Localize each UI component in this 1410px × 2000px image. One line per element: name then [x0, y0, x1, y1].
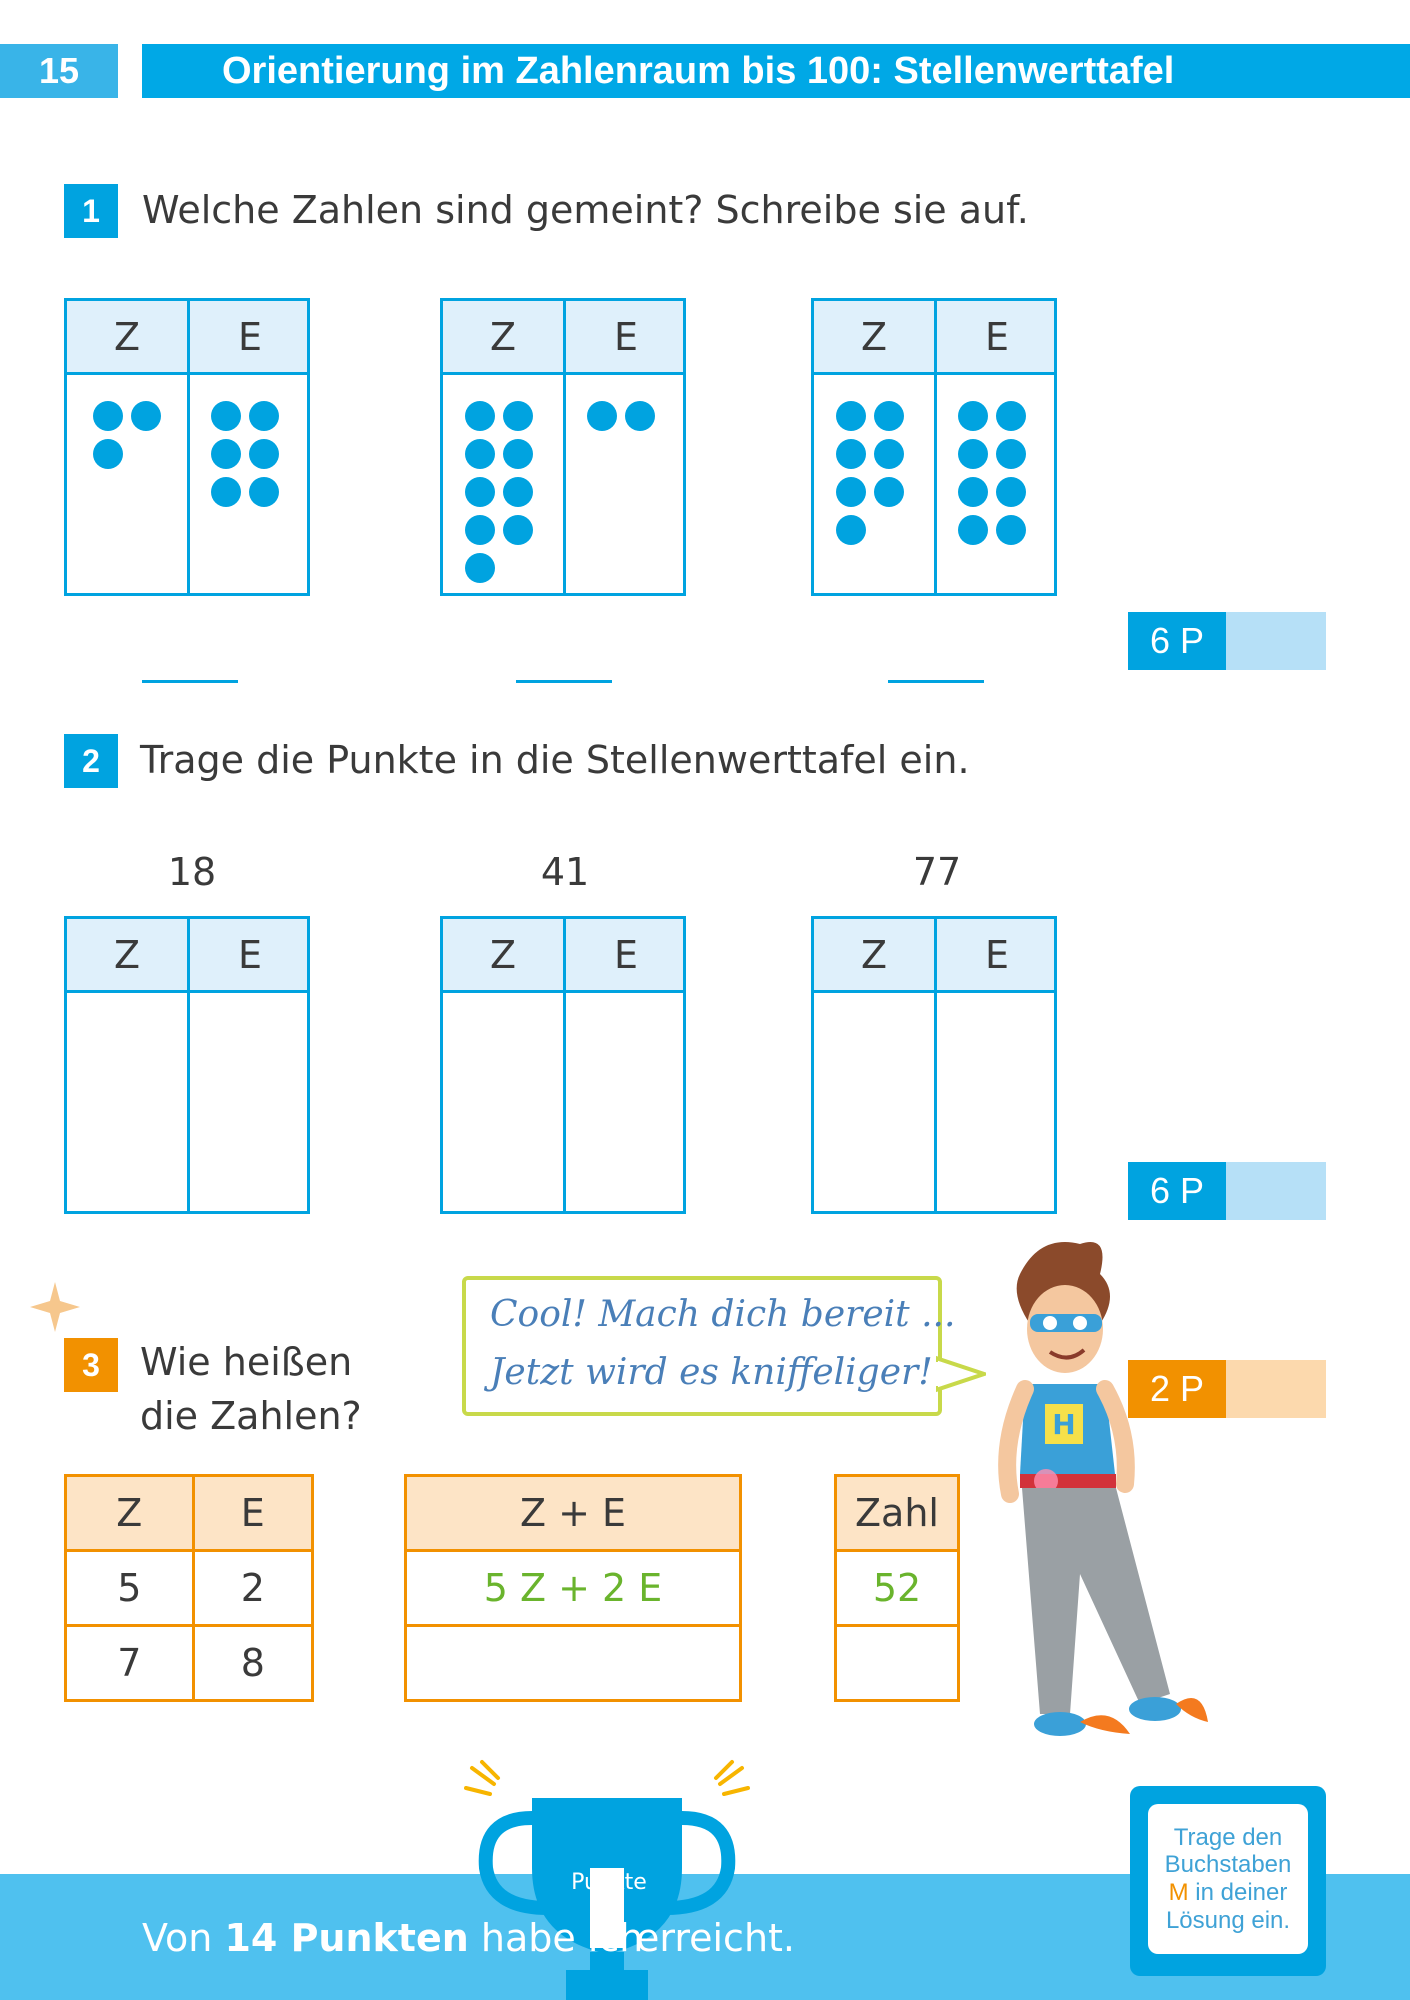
- task-1-number: 1: [64, 184, 118, 238]
- place-value-table-1: [64, 298, 310, 596]
- ones-dot: [996, 477, 1026, 507]
- number-cell-input[interactable]: [836, 1626, 959, 1701]
- number-header: Zahl: [836, 1476, 959, 1551]
- task-2-number: 2: [64, 734, 118, 788]
- points-label: 6 P: [1128, 1162, 1226, 1220]
- column-z-label: Z: [113, 932, 141, 977]
- ze-table: [64, 1474, 314, 1702]
- tens-dot: [465, 515, 495, 545]
- task-3-instruction-line-2: die Zahlen?: [140, 1394, 362, 1438]
- page-title: Orientierung im Zahlenraum bis 100: Stellenwerttafel: [142, 44, 1410, 98]
- tens-dot: [503, 401, 533, 431]
- sum-header: Z + E: [406, 1476, 741, 1551]
- page-number: 15: [0, 44, 118, 98]
- score-text-middle: habe ich: [468, 1916, 644, 1960]
- tens-dot: [465, 553, 495, 583]
- ones-dot: [249, 477, 279, 507]
- speech-bubble-tail: [936, 1354, 986, 1394]
- place-value-table-2: [440, 298, 686, 596]
- ones-cell: 2: [193, 1551, 312, 1626]
- place-value-table-3: [811, 298, 1057, 596]
- column-z-label: Z: [489, 314, 517, 359]
- tens-dot: [465, 439, 495, 469]
- points-input[interactable]: [1226, 1162, 1326, 1220]
- ones-dot: [958, 477, 988, 507]
- note-line-1: Trage den: [1173, 1823, 1283, 1851]
- column-z-label: Z: [66, 1476, 194, 1551]
- ones-dot: [587, 401, 617, 431]
- answer-field-2[interactable]: [516, 680, 612, 683]
- target-number-3: 77: [912, 850, 962, 894]
- number-cell-example: 52: [836, 1551, 959, 1626]
- sum-table: [404, 1474, 742, 1702]
- tens-dot: [874, 477, 904, 507]
- tens-dot: [836, 439, 866, 469]
- task-2-points-box: [1128, 1162, 1326, 1220]
- tens-dot: [503, 439, 533, 469]
- score-sentence: [142, 1916, 643, 1960]
- note-line-4: Lösung ein.: [1165, 1906, 1291, 1934]
- ones-dot: [996, 439, 1026, 469]
- ones-dot: [958, 515, 988, 545]
- ones-dot: [958, 401, 988, 431]
- points-label: 2 P: [1128, 1360, 1226, 1418]
- column-e-label: E: [984, 932, 1009, 977]
- note-letter: M: [1168, 1879, 1189, 1906]
- points-input[interactable]: [1226, 1360, 1326, 1418]
- ones-dot: [211, 401, 241, 431]
- points-label: 6 P: [1128, 612, 1226, 670]
- tens-dot: [836, 515, 866, 545]
- task-3-number: 3: [64, 1338, 118, 1392]
- tens-dot: [836, 477, 866, 507]
- score-text-before: Von: [142, 1916, 225, 1960]
- empty-place-value-table-1[interactable]: [64, 916, 310, 1214]
- task-1-instruction: Welche Zahlen sind gemeint? Schreibe sie auf.: [142, 188, 1029, 232]
- tens-dot: [93, 401, 123, 431]
- ones-dot: [211, 477, 241, 507]
- column-e-label: E: [237, 314, 262, 359]
- ones-dot: [996, 515, 1026, 545]
- empty-place-value-table-2[interactable]: [440, 916, 686, 1214]
- tens-dot: [465, 477, 495, 507]
- number-table: [834, 1474, 960, 1702]
- empty-place-value-table-3[interactable]: [811, 916, 1057, 1214]
- target-number-2: 41: [540, 850, 590, 894]
- target-number-1: 18: [167, 850, 217, 894]
- task-2-instruction: Trage die Punkte in die Stellenwerttafel ein.: [140, 738, 970, 782]
- ones-cell: 8: [193, 1626, 312, 1701]
- tens-dot: [93, 439, 123, 469]
- score-total: 14 Punkten: [224, 1916, 469, 1960]
- svg-text:H: H: [1052, 1408, 1076, 1441]
- ones-dot: [249, 401, 279, 431]
- task-3-instruction-line-1: Wie heißen: [140, 1340, 353, 1384]
- column-z-label: Z: [489, 932, 517, 977]
- column-e-label: E: [984, 314, 1009, 359]
- column-e-label: E: [613, 314, 638, 359]
- trophy-label: Punkte: [571, 1870, 647, 1895]
- tens-dot: [874, 439, 904, 469]
- answer-field-1[interactable]: [142, 680, 238, 683]
- tens-dot: [465, 401, 495, 431]
- sum-cell-example: 5 Z + 2 E: [406, 1551, 741, 1626]
- ones-dot: [996, 401, 1026, 431]
- column-z-label: Z: [113, 314, 141, 359]
- speech-bubble-line-1: Cool! Mach dich bereit ...: [490, 1294, 956, 1335]
- tens-dot: [131, 401, 161, 431]
- tens-dot: [836, 401, 866, 431]
- points-input[interactable]: [1226, 612, 1326, 670]
- tens-cell: 5: [66, 1551, 194, 1626]
- column-z-label: Z: [860, 932, 888, 977]
- speech-bubble-line-2: Jetzt wird es kniffeliger!: [490, 1352, 933, 1393]
- note-line-3: in deiner: [1188, 1879, 1288, 1906]
- solution-letter-note: [1148, 1804, 1308, 1954]
- ones-dot: [625, 401, 655, 431]
- sum-cell-input[interactable]: [406, 1626, 741, 1701]
- column-e-label: E: [193, 1476, 312, 1551]
- tens-dot: [503, 515, 533, 545]
- column-z-label: Z: [860, 314, 888, 359]
- column-e-label: E: [613, 932, 638, 977]
- task-1-points-box: [1128, 612, 1326, 670]
- ones-dot: [958, 439, 988, 469]
- superhero-boy-illustration: [980, 1234, 1210, 1794]
- score-text-after: erreicht.: [636, 1916, 796, 1960]
- star-icon: [28, 1280, 82, 1334]
- tens-dot: [874, 401, 904, 431]
- note-line-2: Buchstaben: [1164, 1851, 1292, 1879]
- ones-dot: [249, 439, 279, 469]
- tens-dot: [503, 477, 533, 507]
- column-e-label: E: [237, 932, 262, 977]
- tens-cell: 7: [66, 1626, 194, 1701]
- answer-field-3[interactable]: [888, 680, 984, 683]
- ones-dot: [211, 439, 241, 469]
